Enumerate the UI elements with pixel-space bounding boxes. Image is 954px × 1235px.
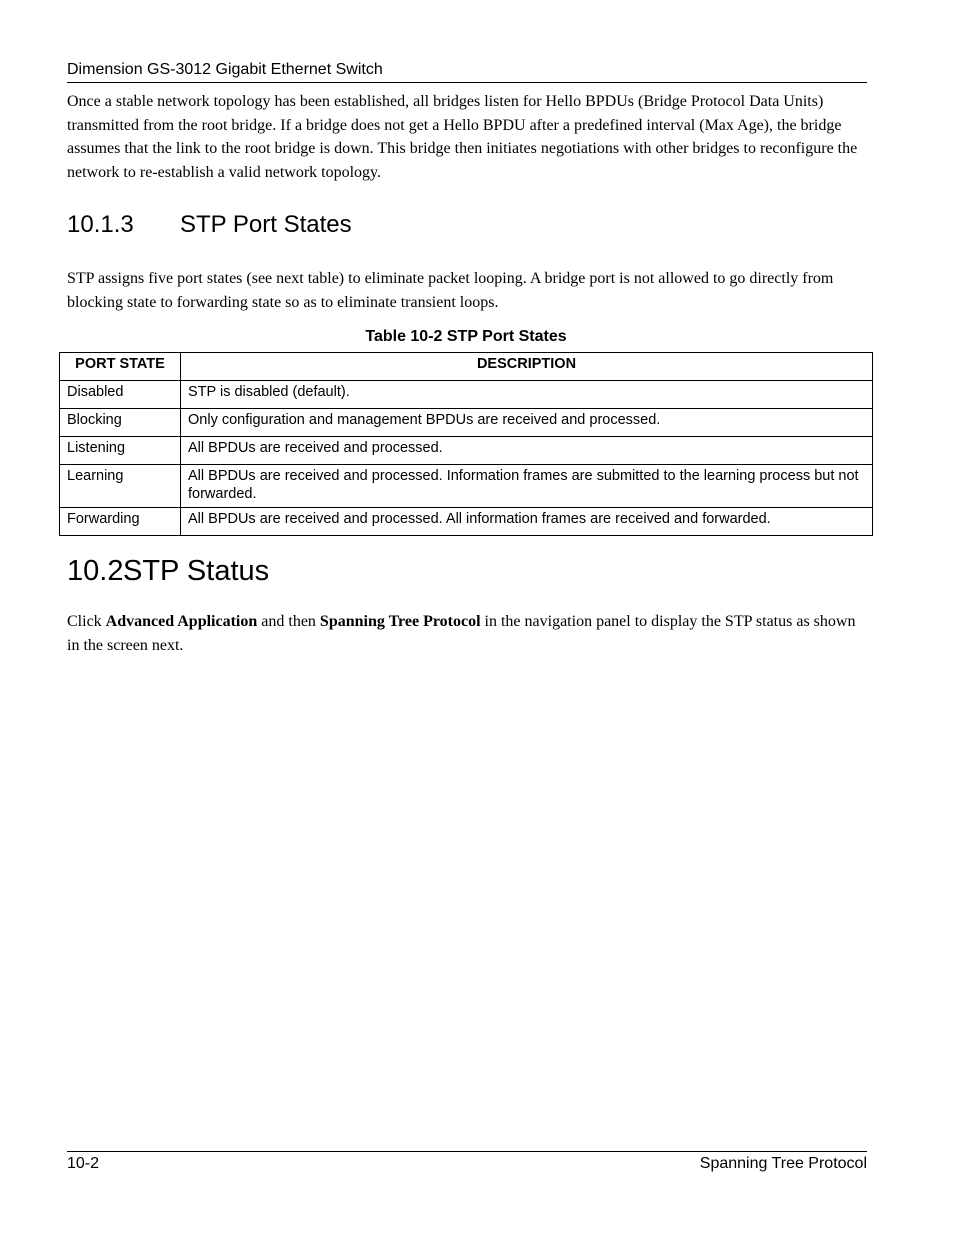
table-row (60, 381, 873, 409)
description-cell: All BPDUs are received and processed. (181, 437, 873, 465)
section-title: STP Status (123, 555, 270, 587)
table-caption: Table 10-2 STP Port States (365, 328, 567, 345)
description-cell: All BPDUs are received and processed. Information frames are submitted to the learning process but not forwarded. (181, 465, 873, 508)
section-heading (67, 554, 269, 588)
intro-paragraph: Once a stable network topology has been established, all bridges listen for Hello BPDUs (Bridge Protocol Data Units) transmitted from the root bridge. If a bridge does not get a Hello BPDU after a predefined interval (Max Age), the bridge assumes that the link to the root bridge is down. This bridge then initiates negotiations with other bridges to reconfigure the network to re-establish a valid network topology. (67, 93, 858, 181)
page-footer (67, 1151, 867, 1174)
column-header-port-state: PORT STATE (60, 353, 181, 381)
spanning-tree-protocol-term: Spanning Tree Protocol (319, 613, 481, 630)
port-state-cell: Blocking (60, 409, 181, 437)
port-states-table (59, 352, 873, 536)
click-text-part2: and then (257, 613, 320, 630)
page-number: 10-2 (67, 1155, 100, 1172)
advanced-application-term: Advanced Application (105, 613, 258, 630)
subsection-number: 10.1.3 (67, 211, 134, 238)
click-text-part1: Click (67, 613, 106, 630)
page-header (67, 60, 867, 83)
port-state-cell: Learning (60, 465, 181, 508)
description-cell: Only configuration and management BPDUs are received and processed. (181, 409, 873, 437)
chapter-name: Spanning Tree Protocol (699, 1155, 867, 1172)
table-row (60, 437, 873, 465)
table-row (60, 465, 873, 508)
subsection-title: STP Port States (180, 211, 352, 238)
table-row (60, 409, 873, 437)
stp-paragraph: STP assigns five port states (see next table) to eliminate packet looping. A bridge port is not allowed to go directly from blocking state to forwarding state so as to eliminate transient loops. (67, 270, 834, 311)
description-cell: STP is disabled (default). (181, 381, 873, 409)
column-header-description: DESCRIPTION (181, 353, 873, 381)
table-header-row (60, 353, 873, 381)
table-row (60, 508, 873, 536)
click-paragraph (67, 610, 867, 657)
section-number: 10.2 (67, 555, 124, 587)
description-cell: All BPDUs are received and processed. All information frames are received and forwarded. (181, 508, 873, 536)
port-state-cell: Listening (60, 437, 181, 465)
port-state-cell: Forwarding (60, 508, 181, 536)
document-title: Dimension GS-3012 Gigabit Ethernet Switch (67, 61, 383, 78)
subsection-heading (67, 210, 352, 240)
click-text-part3: in the navigation panel to display the STP status as shown in the screen next. (67, 613, 856, 654)
port-state-cell: Disabled (60, 381, 181, 409)
